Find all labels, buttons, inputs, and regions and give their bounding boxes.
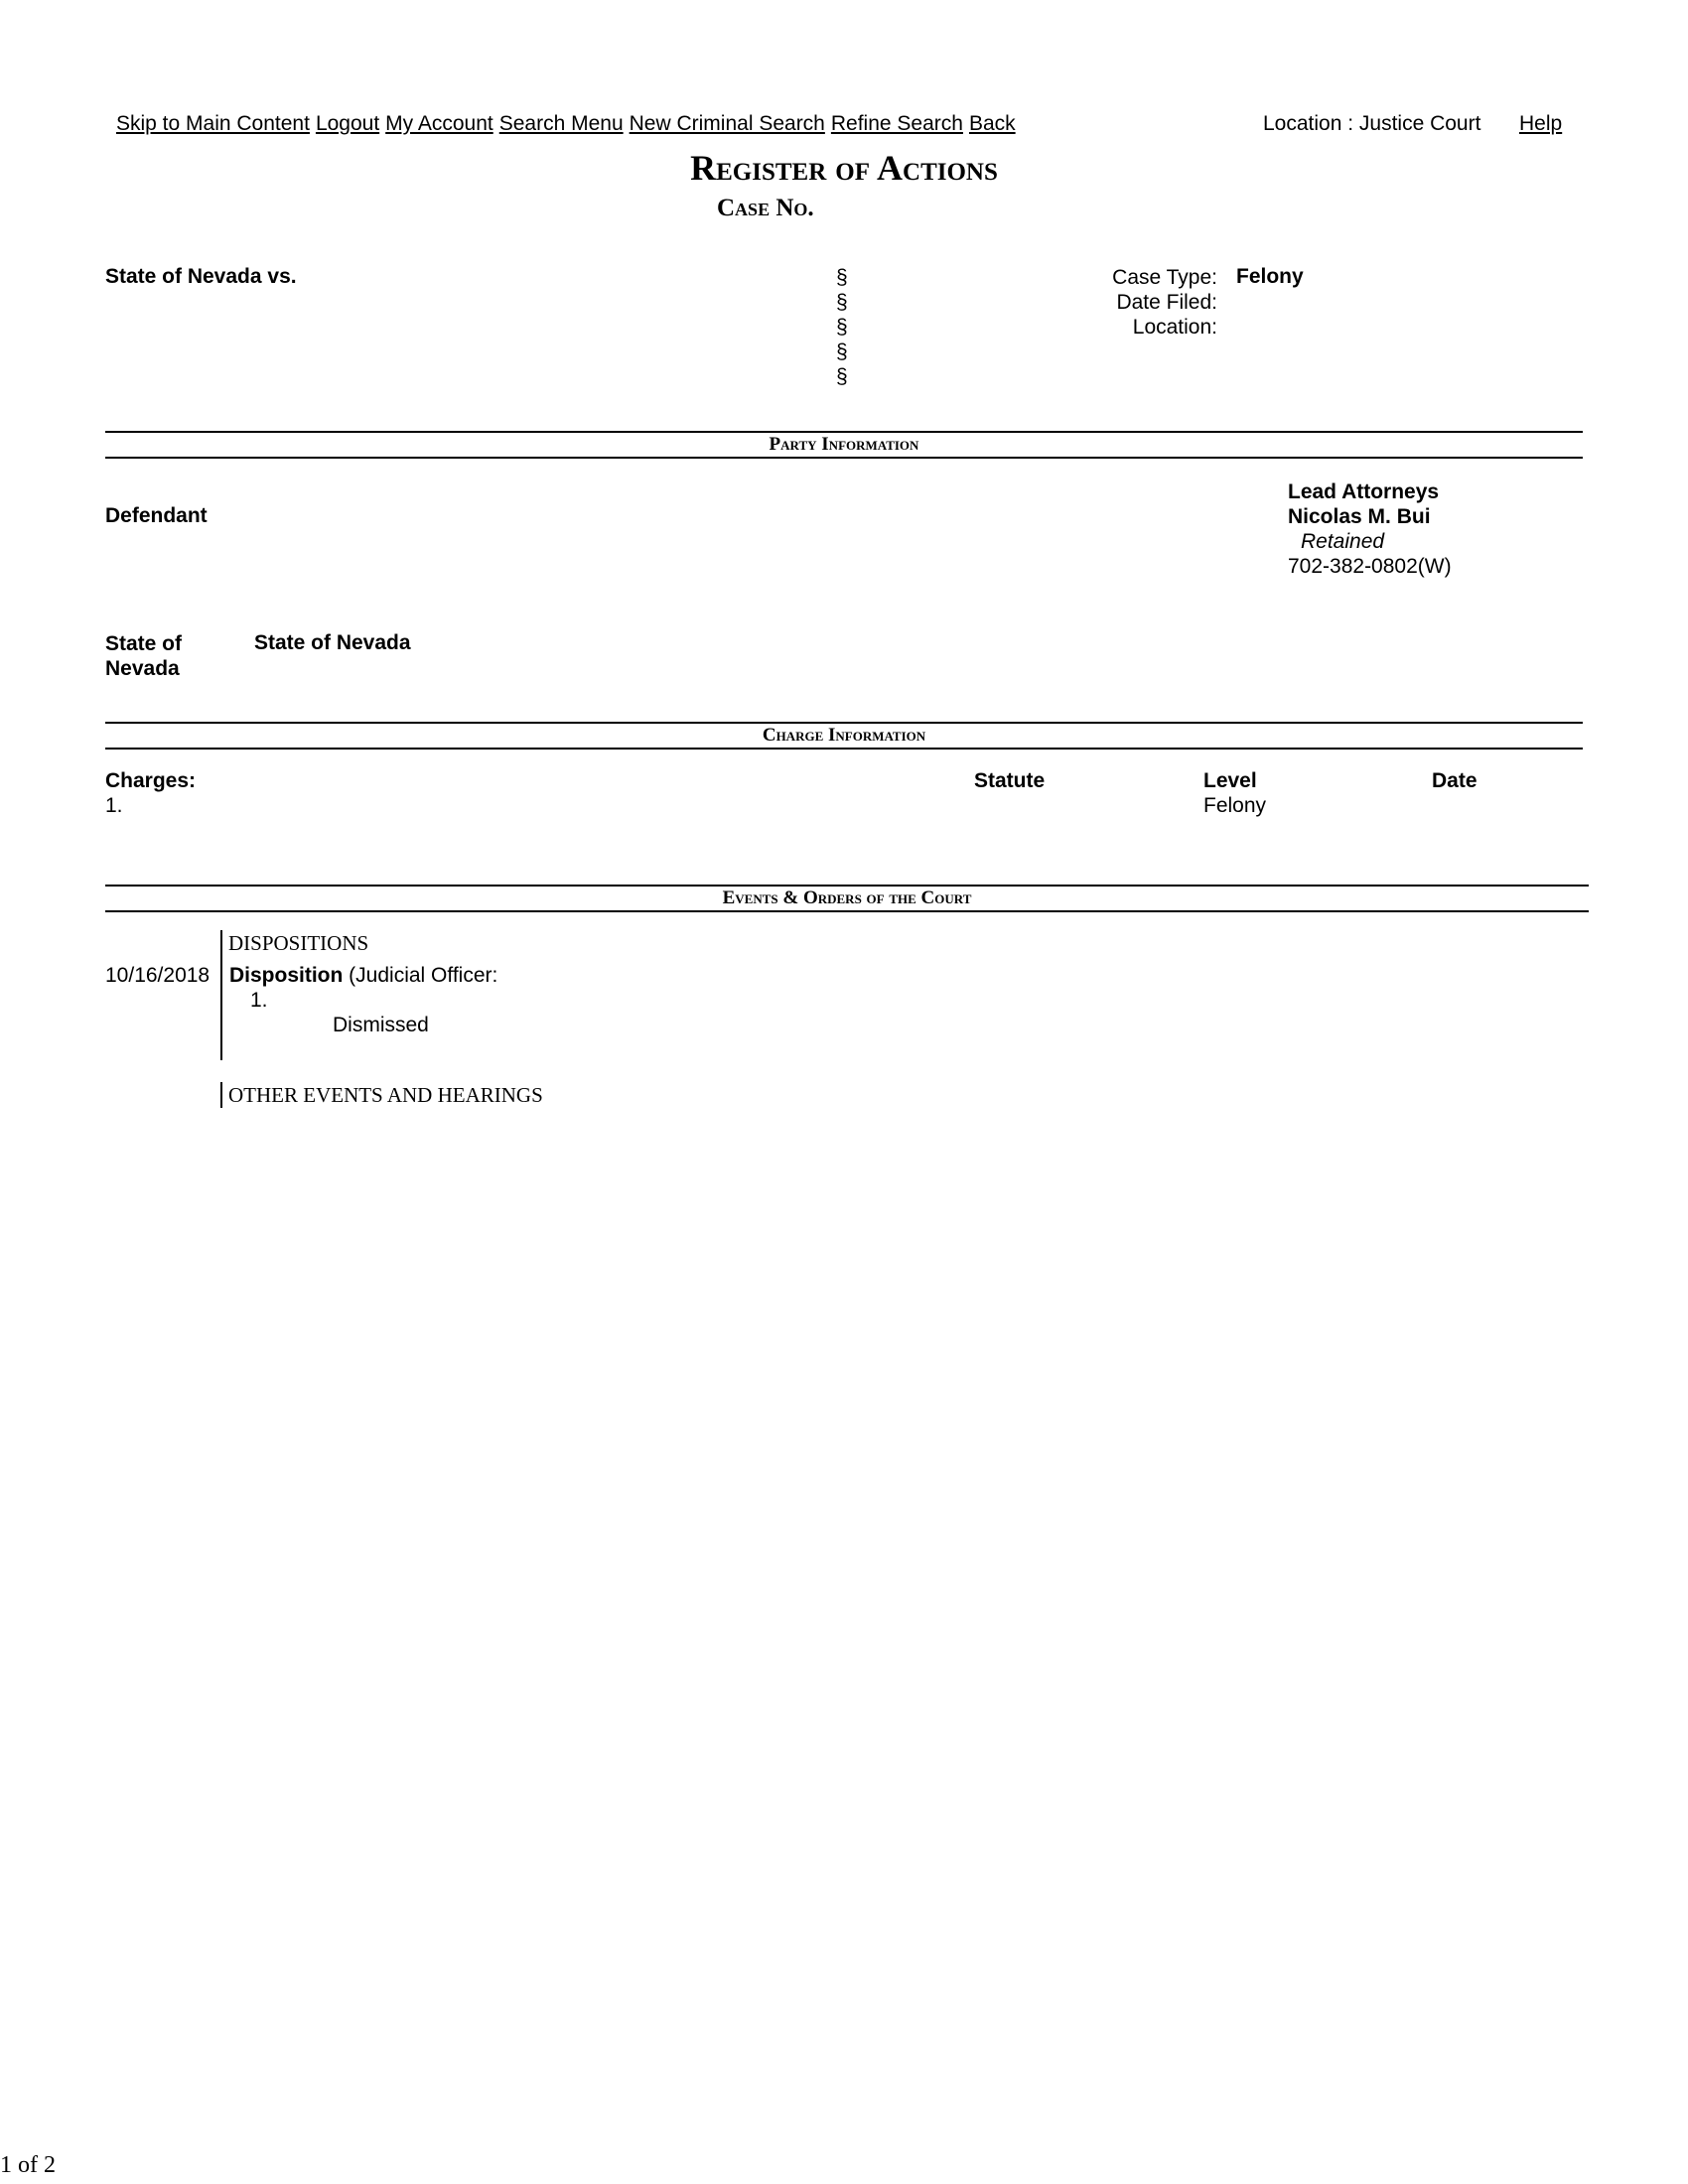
divider: [105, 431, 1583, 433]
case-caption: State of Nevada vs.: [105, 265, 297, 288]
skip-to-main-content-link[interactable]: Skip to Main Content: [116, 112, 310, 135]
other-events-label: OTHER EVENTS AND HEARINGS: [228, 1083, 543, 1107]
state-label-line: State of: [105, 632, 183, 655]
date-column-header: Date: [1432, 769, 1477, 792]
case-type-value: Felony: [1236, 265, 1304, 288]
date-filed-label: Date Filed:: [1116, 291, 1217, 314]
dispositions-bracket: [220, 930, 222, 1060]
state-party-label: [105, 631, 182, 681]
state-party-name: State of Nevada: [254, 631, 411, 654]
section-mark: §: [836, 316, 848, 339]
section-marks: [836, 265, 848, 389]
dispositions-label: DISPOSITIONS: [228, 931, 369, 955]
judicial-officer: (Judicial Officer:: [343, 964, 498, 987]
page-indicator: 1 of 2: [0, 2152, 56, 2178]
charges-column-header: Charges:: [105, 769, 197, 792]
disposition-result: Dismissed: [333, 1014, 429, 1036]
nav-bar: [116, 112, 1022, 136]
refine-search-link[interactable]: Refine Search: [830, 112, 963, 135]
logout-link[interactable]: Logout: [315, 112, 380, 135]
statute-column-header: Statute: [974, 769, 1046, 792]
other-events-bracket: [220, 1082, 222, 1108]
disposition-entry: [229, 964, 497, 988]
lead-attorneys-label: Lead Attorneys: [1288, 480, 1440, 503]
lead-attorneys-block: [1288, 479, 1452, 579]
case-meta-labels: [1053, 265, 1217, 340]
location-indicator: Location : Justice Court: [1263, 112, 1481, 135]
case-number-label: Case No.: [717, 195, 814, 221]
section-mark: §: [836, 365, 848, 388]
section-mark: §: [836, 291, 848, 314]
section-mark: §: [836, 341, 848, 363]
divider: [105, 885, 1589, 887]
help-link[interactable]: Help: [1519, 112, 1563, 135]
new-criminal-search-link[interactable]: New Criminal Search: [629, 112, 825, 135]
disposition-item-number: 1.: [250, 989, 268, 1012]
state-label-line: Nevada: [105, 657, 180, 680]
charge-number: 1.: [105, 794, 123, 817]
my-account-link[interactable]: My Account: [385, 112, 493, 135]
disposition-title: Disposition: [229, 964, 344, 987]
events-heading: Events & Orders of the Court: [722, 887, 972, 908]
case-type-label: Case Type:: [1112, 266, 1217, 289]
divider: [105, 457, 1583, 459]
divider: [105, 910, 1589, 912]
location-label: Location:: [1132, 316, 1217, 339]
back-link[interactable]: Back: [968, 112, 1016, 135]
section-mark: §: [836, 266, 848, 289]
search-menu-link[interactable]: Search Menu: [498, 112, 624, 135]
defendant-label: Defendant: [105, 504, 208, 527]
divider: [105, 722, 1583, 724]
attorney-phone: 702-382-0802(W): [1288, 555, 1452, 578]
page-title: Register of Actions: [690, 148, 998, 188]
disposition-date: 10/16/2018: [105, 964, 211, 987]
charge-information-heading: Charge Information: [762, 725, 926, 746]
level-column-header: Level: [1203, 769, 1257, 792]
attorney-name: Nicolas M. Bui: [1288, 505, 1431, 528]
party-information-heading: Party Information: [769, 434, 919, 455]
divider: [105, 748, 1583, 750]
charge-level: Felony: [1203, 794, 1267, 817]
attorney-status: Retained: [1301, 530, 1385, 553]
